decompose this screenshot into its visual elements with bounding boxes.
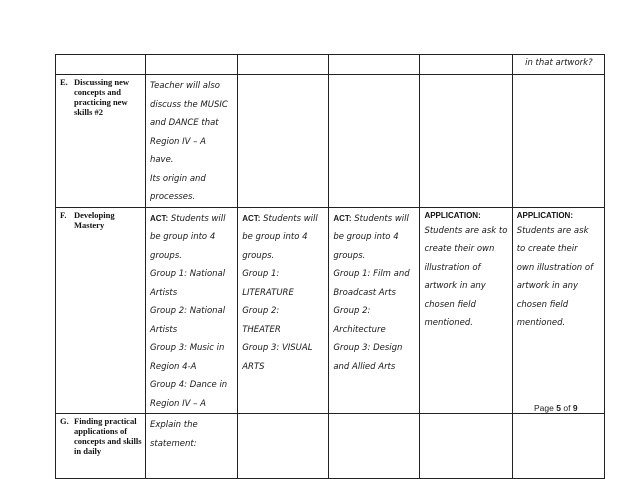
activity-text: ACT: Students will be group into 4 groups. Group 1: LITERATURE Group 2: THEATER Group 3: VISUAL ARTS: [242, 213, 318, 372]
cell-empty: [238, 55, 329, 75]
row-label: Finding practical applications of concepts and skills in daily: [74, 416, 142, 456]
row-letter: F.: [60, 209, 67, 220]
page-number: Page 5 of 9: [534, 403, 578, 413]
cell-label-e: [56, 75, 146, 208]
activity-text: ACT: Students will be group into 4 groups. Group 1: Film and Broadcast Arts Group 2: Architecture Group 3: Design and Allied Arts: [333, 213, 410, 372]
cell-label-g: [56, 414, 146, 479]
cell-empty: [329, 55, 420, 75]
cell-f-group-2: [238, 207, 329, 414]
cell-g-activity: [145, 414, 237, 479]
cell-empty: [420, 55, 512, 75]
cell-f-group-1: [145, 207, 237, 414]
application-text: Students are ask to create their own illustration of artwork in any chosen field mentioned.: [516, 225, 594, 328]
activity-text: ACT: Students will be group into 4 groups. Group 1: National Artists Group 2: National Artists Group 3: Music in Region 4-A Group 4: Dance in Region IV – A: [149, 213, 228, 409]
application-heading: APPLICATION:: [516, 210, 573, 220]
act-label: ACT:: [149, 213, 169, 223]
act-label: ACT:: [333, 213, 352, 223]
cell-empty: [329, 414, 420, 479]
act-label: ACT:: [242, 213, 261, 223]
cell-empty: [420, 75, 512, 208]
cell-empty: [145, 55, 237, 75]
table-row-continuation: [56, 55, 605, 75]
cell-label-f: [56, 207, 146, 414]
row-letter: G.: [60, 416, 69, 426]
cell-empty: [238, 75, 329, 208]
activity-text: Teacher will also discuss the MUSIC and DANCE that Region IV – A have. Its origin and processes.: [149, 81, 228, 202]
table-row-f: [56, 207, 605, 414]
cell-f-application-2: [512, 207, 604, 414]
cell-f-application-1: [420, 207, 512, 414]
activity-text: Explain the statement:: [149, 420, 198, 449]
cell-empty: [512, 414, 604, 479]
table-row-e: [56, 75, 605, 208]
application-text: Students are ask to create their own illustration of artwork in any chosen field mentioned.: [424, 225, 508, 328]
row-label: Developing Mastery: [74, 209, 115, 230]
cell-empty: [329, 75, 420, 208]
cell-artwork-question: [512, 55, 604, 75]
lesson-plan-table: [55, 54, 605, 479]
application-heading: APPLICATION:: [424, 210, 481, 220]
row-label: Discussing new concepts and practicing new skills #2: [74, 77, 130, 117]
table-row-g: [56, 414, 605, 479]
artwork-question-text: in that artwork?: [525, 58, 593, 68]
cell-e-activity: [145, 75, 237, 208]
cell-empty: [238, 414, 329, 479]
cell-empty: [420, 414, 512, 479]
cell-empty: [512, 75, 604, 208]
row-letter: E.: [60, 77, 68, 87]
cell-f-group-3: [329, 207, 420, 414]
cell-label-empty: [56, 55, 146, 75]
